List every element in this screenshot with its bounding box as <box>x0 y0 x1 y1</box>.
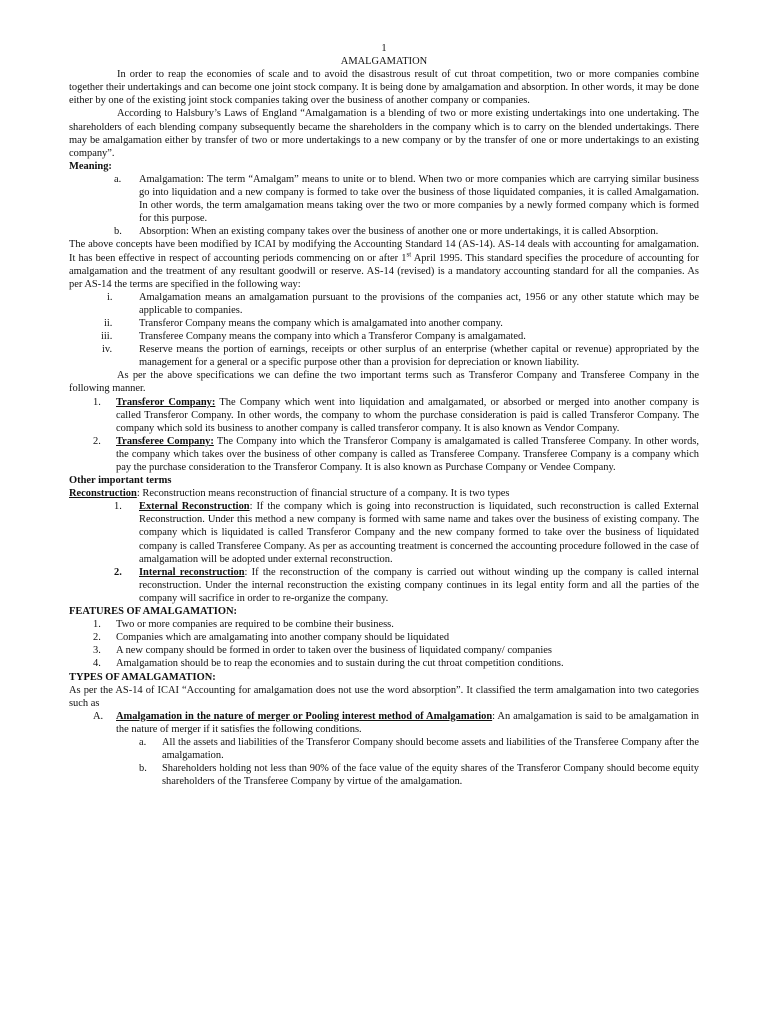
list-marker: a. <box>114 173 122 185</box>
list-marker: b. <box>139 763 147 775</box>
list-marker: 2. <box>114 566 122 578</box>
list-marker: 3. <box>93 645 101 657</box>
types-intro-paragraph: As per the AS-14 of ICAI “Accounting for amalgamation does not use the word absorption”. It classified the term amalgamation into two categories such as <box>69 684 699 709</box>
document-title: AMALGAMATION <box>340 56 428 68</box>
list-marker: A. <box>93 710 104 722</box>
feature-item-4 <box>69 657 699 670</box>
list-marker: iii. <box>101 331 113 343</box>
list-marker: ii. <box>104 317 113 329</box>
reconstruction-paragraph: Reconstruction: Reconstruction means reconstruction of financial structure of a company. It is two types <box>69 488 510 500</box>
list-item-text: Transferee Company means the company into which a Transferor Company is amalgamated. <box>139 331 526 343</box>
term-item-iii <box>69 330 699 343</box>
list-item-text: : If the reconstruction of the company is carried out without winding up the company is called internal reconstruction. Under the internal reconstruction the existing company continues in its legal entity form and all the parties of the company will sacrifice in order to re-organize the company. <box>139 566 700 604</box>
meaning-item-b <box>69 225 699 238</box>
list-item-text: Amalgamation means an amalgamation pursuant to the provisions of the companies act, 1956 or any other statute which may be applicable to companies. <box>139 291 699 316</box>
term-label: Reconstruction <box>69 488 137 500</box>
list-marker: a. <box>139 736 147 748</box>
list-item-text: Reserve means the portion of earnings, receipts or other surplus of an enterprise (whether capital or revenue) appropriated by the management for a general or a specific purpose other than a provision for depreciation or known liability. <box>139 344 699 369</box>
types-heading: TYPES OF AMALGAMATION: <box>69 671 216 683</box>
term-label: External Reconstruction <box>139 501 250 513</box>
as14-paragraph: The above concepts have been modified by ICAI by modifying the Accounting Standard 14 (AS-14). AS-14 deals with accounting for amalgamation. It has been effective in respect of accounting periods commencing on or after 1st April 1995. This standard specifies the procedure of accounting for amalgamation and the treatment of any resultant goodwill or reserve. AS-14 (revised) is a mandatory accounting standard for all the companies. As per AS-14 the terms are specified in the following way: <box>69 239 699 290</box>
term-item-i <box>69 291 699 317</box>
list-item-text: All the assets and liabilities of the Transferor Company should become assets and liabilities of the Transferee Company after the amalgamation. <box>162 736 699 762</box>
list-item-text: : An amalgamation is said to be amalgamation in the nature of merger if it satisfies the following conditions. <box>116 710 699 735</box>
list-item-text: Companies which are amalgamating into another company should be liquidated <box>116 632 450 644</box>
term-label: Transferee Company: <box>116 435 214 447</box>
list-marker: 1. <box>93 396 101 408</box>
list-item-text: Amalgamation should be to reap the economies and to sustain during the cut throat competition conditions. <box>116 658 564 670</box>
list-marker: b. <box>114 226 122 238</box>
meaning-heading: Meaning: <box>69 160 112 172</box>
document-page <box>69 42 699 788</box>
transferor-company-item <box>69 396 699 435</box>
list-marker: iv. <box>102 344 113 356</box>
list-item-text: Shareholders holding not less than 90% of the face value of the equity shares of the Transferor Company should become equity shareholders of the Transferee Company by virtue of the amalgamation. <box>162 763 699 788</box>
term-label: Transferor Company: <box>116 396 216 408</box>
term-label: Internal reconstruction <box>139 566 245 578</box>
page-number: 1 <box>381 43 387 54</box>
list-marker: i. <box>107 291 113 303</box>
condition-item-a <box>69 736 699 762</box>
pooling-interest-item <box>69 710 699 736</box>
feature-item-1 <box>69 618 699 631</box>
list-item-text: Amalgamation: The term “Amalgam” means to unite or to blend. When two or more companies which are carrying similar business go into liquidation and a new company is formed to take over the business of those liquidated companies, it is called Amalgamation. In other words, the term amalgamation means taking over the two or more companies by a newly formed company which is formed for this purpose. <box>139 173 699 225</box>
list-item-text: Two or more companies are required to be combine their business. <box>116 619 394 631</box>
other-terms-heading: Other important terms <box>69 475 172 487</box>
list-marker: 1. <box>114 501 122 513</box>
list-marker: 2. <box>93 435 101 447</box>
term-label: Amalgamation in the nature of merger or Pooling interest method of Amalgamation <box>116 710 493 722</box>
intro-paragraph-2: According to Halsbury’s Laws of England “Amalgamation is a blending of two or more existing undertakings into one undertaking. The shareholders of each blending company subsequently became the shareholders in the company which is to carry on the blended undertakings. There may be amalgamation either by transfer of two or more undertakings to a new company or by the transfer of one or more undertakings to an existing company”. <box>69 108 699 159</box>
list-item-text: The Company which went into liquidation and amalgamated, or absorbed or merged into another company is called Transferor Company. In other words, the company to whom the purchase consideration is paid is called Transferor Company. The company which sold its business to another company is called transferor company. It is also known as Vendor Company. <box>116 396 700 434</box>
intro-paragraph-1: In order to reap the economies of scale and to avoid the disastrous result of cut throat competition, two or more companies combine together their undertakings and can become one joint stock company. It is being done by amalgamation and absorption. In other words, it may be done either by one of the existing joint stock companies taking over the business of another company or companies. <box>69 69 699 107</box>
list-item-text: Transferor Company means the company which is amalgamated into another company. <box>139 317 503 329</box>
list-item-text: A new company should be formed in order to taken over the business of liquidated company/ companies <box>116 645 552 657</box>
condition-item-b <box>69 762 699 788</box>
internal-reconstruction-item <box>69 566 699 605</box>
external-reconstruction-item <box>69 500 699 565</box>
transferee-company-item <box>69 435 699 474</box>
feature-item-3 <box>69 644 699 657</box>
meaning-item-a <box>69 173 699 225</box>
define-intro-paragraph: As per the above specifications we can define the two important terms such as Transferor Company and Transferee Company in the following manner. <box>69 370 699 395</box>
term-item-ii <box>69 317 699 330</box>
list-marker: 2. <box>93 632 101 644</box>
term-item-iv <box>69 343 699 369</box>
list-marker: 4. <box>93 658 101 670</box>
list-marker: 1. <box>93 619 101 631</box>
list-item-text: Absorption: When an existing company takes over the business of another one or more undertakings, it is called Absorption. <box>139 226 659 238</box>
feature-item-2 <box>69 631 699 644</box>
features-heading: FEATURES OF AMALGAMATION: <box>69 606 237 618</box>
list-item-text: The Company into which the Transferor Company is amalgamated is called Transferee Company. In other words, the company which takes over the business of other company is called as Transferee Company. Transferee Company is a company which pay the purchase consideration to the Transferor Company. It is also known as Purchase Company or Vendee Company. <box>116 435 699 473</box>
list-item-text: : If the company which is going into reconstruction is liquidated, such reconstruction is called External Reconstruction. Under this method a new company is formed with same name and takes over the business of existing company. The company which is liquidated is called Transferor Company and the new company formed to take over the business of liquidated company is called Transferee Company. As per as accounting treatment is concerned the accounting procedure followed in the case of amalgamation will be adopted under external reconstruction. <box>139 501 699 565</box>
